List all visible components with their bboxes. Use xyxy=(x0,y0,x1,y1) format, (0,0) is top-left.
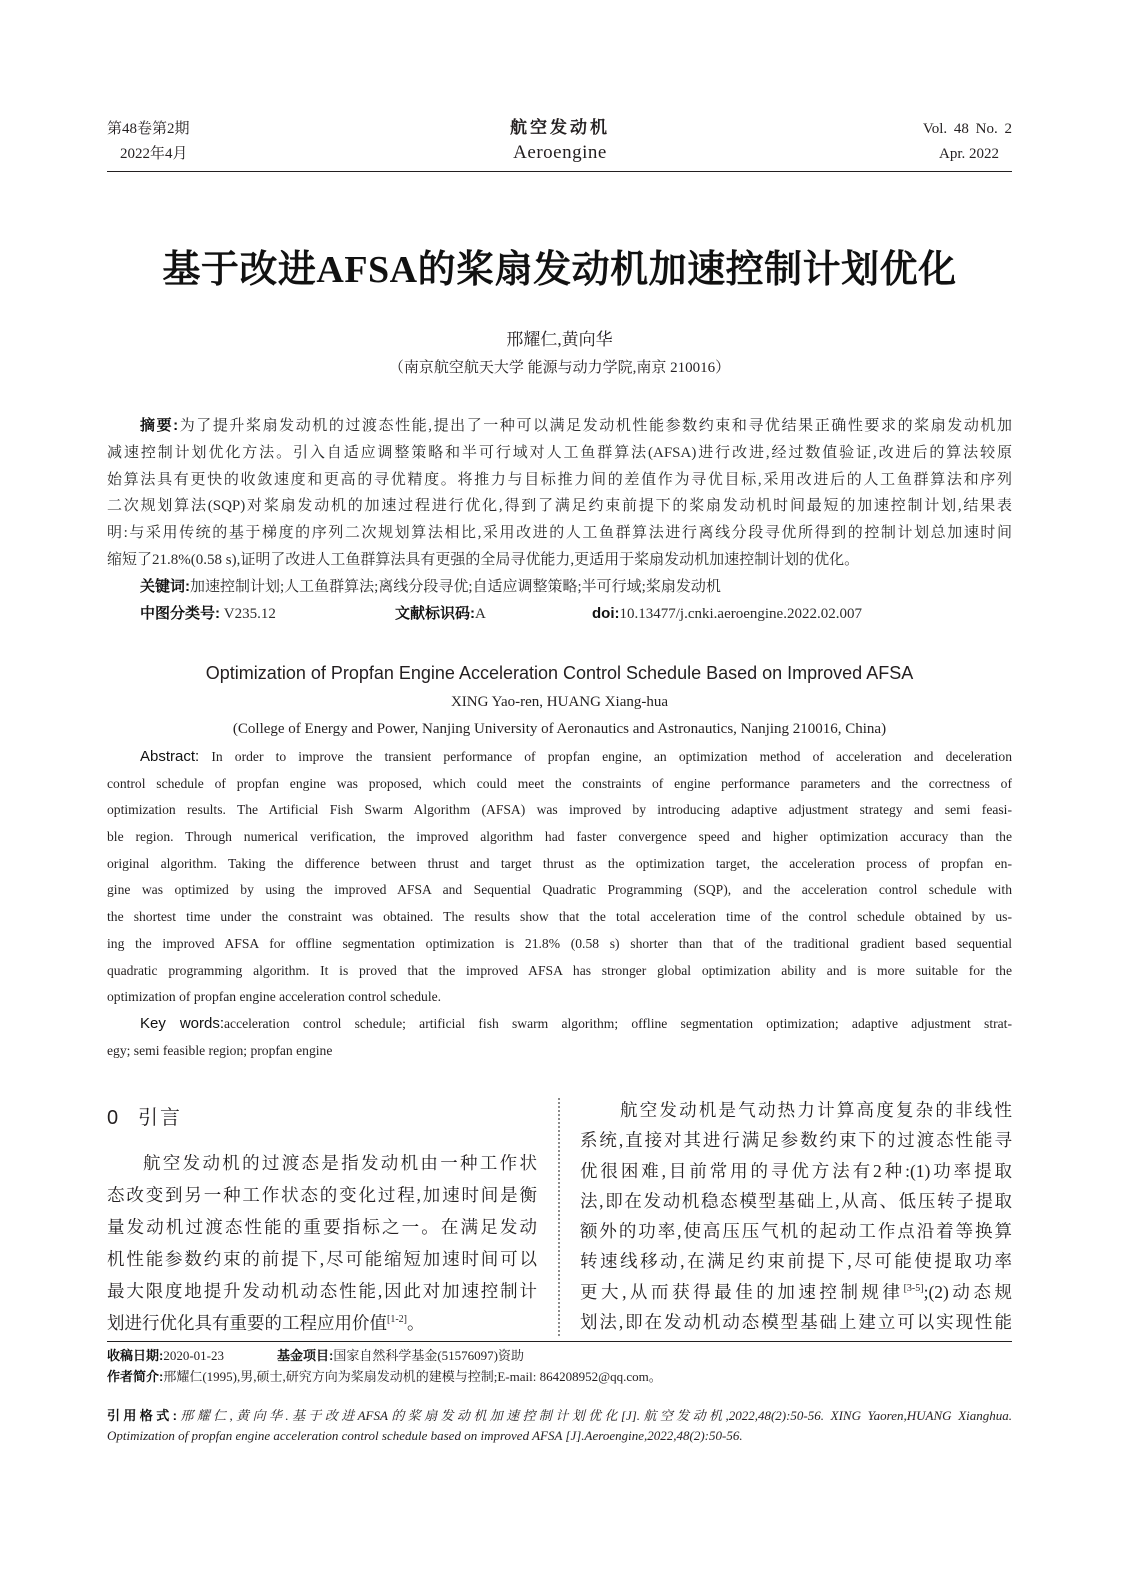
body-line: 航空发动机是气动热力计算高度复杂的非线性 xyxy=(620,1100,1012,1120)
clc-number xyxy=(140,601,276,628)
page-title-en: Optimization of Propfan Engine Acceleration Control Schedule Based on Improved AFSA xyxy=(205,663,914,683)
body-line: 法,即在发动机稳态模型基础上,从高、低压转子提取 xyxy=(580,1190,1012,1211)
fund-value: 国家自然科学基金(51576097)资助 xyxy=(333,1348,525,1363)
body-text: ;(2)动态规 xyxy=(923,1281,1012,1302)
body-line: 量发动机过渡态性能的重要指标之一。在满足发动 xyxy=(107,1217,537,1237)
author-bio-text: 邢耀仁(1995),男,硕士,研究方向为桨扇发动机的建模与控制;E-mail: 864208952@qq.com。 xyxy=(163,1369,662,1384)
body-line: 划法,即在发动机动态模型基础上建立可以实现性能 xyxy=(580,1312,1012,1333)
body-line: 转速线移动,在满足约束前提下,尽可能使提取功率 xyxy=(580,1251,1012,1272)
authors-cn: 邢耀仁,黄向华 xyxy=(506,330,613,349)
received-date xyxy=(107,1347,224,1365)
page-title-cn: 基于改进AFSA的桨扇发动机加速控制计划优化 xyxy=(162,249,957,291)
classification-row xyxy=(107,601,1012,628)
fund-info xyxy=(277,1347,524,1365)
received-label: 收稿日期: xyxy=(107,1348,164,1363)
abstract-cn-line: 缩短了21.8%(0.58 s),证明了改进人工鱼群算法具有更强的全局寻优能力,更适用于桨扇发动机加速控制计划的优化。 xyxy=(107,551,860,568)
volume-issue-en: Vol. 48 No. 2 xyxy=(922,121,1012,137)
abstract-en-line: ble region. Through numerical verification, the improved algorithm had faster convergence speed and higher optimization accuracy than the xyxy=(107,829,1012,845)
doi xyxy=(592,601,862,628)
abstract-en-line: optimization results. The Artificial Fish Swarm Algorithm (AFSA) was improved by introducing adaptive adjustment strategy and semi feasi- xyxy=(107,802,1012,818)
keywords-en-line: egy; semi feasible region; propfan engine xyxy=(107,1042,333,1058)
abstract-cn-line xyxy=(107,413,1012,440)
citation-reference: [1-2] xyxy=(387,1314,407,1325)
abstract-en-line: the shortest time under the constraint was obtained. The results show that the total acceleration time of the control schedule obtained by us- xyxy=(107,909,1012,925)
abstract-en-line xyxy=(107,744,1012,771)
abstract-en xyxy=(107,744,1012,1064)
citation-text: 邢耀仁,黄向华.基于改进AFSA的桨扇发动机加速控制计划优化[J].航空发动机,2022,48(2):50-56. XING Yaoren,HUANG Xianghua. xyxy=(176,1408,1012,1423)
issue-date-en: Apr. 2022 xyxy=(939,146,999,162)
doi-value: 10.13477/j.cnki.aeroengine.2022.02.007 xyxy=(619,605,862,622)
journal-name-cn: 航空发动机 xyxy=(510,118,610,137)
issue-date-cn: 2022年4月 xyxy=(120,146,188,162)
citation-format xyxy=(107,1406,1012,1446)
received-value: 2020-01-23 xyxy=(163,1348,225,1363)
document-code-label: 文献标识码: xyxy=(395,604,475,622)
keywords-cn-label: 关键词: xyxy=(140,577,190,595)
body-line: 优很困难,目前常用的寻优方法有2种:(1)功率提取 xyxy=(580,1160,1012,1181)
authors-en: XING Yao-ren, HUANG Xiang-hua xyxy=(450,694,669,710)
citation-line: Optimization of propfan engine acceleration control schedule based on improved AFSA [J].Aeroengine,2022,48(2):50-56. xyxy=(107,1428,743,1443)
citation-reference: [3-5] xyxy=(903,1282,924,1294)
body-text: 更大,从而获得最佳的加速控制规律 xyxy=(580,1281,904,1302)
author-bio-label: 作者简介: xyxy=(107,1369,164,1384)
body-text: 。 xyxy=(407,1313,425,1333)
body-line: 最大限度地提升发动机动态性能,因此对加速控制计 xyxy=(107,1281,537,1301)
abstract-en-line: control schedule of propfan engine was proposed, which could meet the constraints of engine performance parameters and the correctness of xyxy=(107,775,1012,791)
body-line xyxy=(107,1307,537,1339)
header-rule xyxy=(107,171,1012,172)
document-code-value: A xyxy=(475,605,486,622)
affiliation-cn: （南京航空航天大学 能源与动力学院,南京 210016） xyxy=(388,360,731,376)
keywords-cn xyxy=(107,574,1012,601)
citation-label: 引用格式: xyxy=(107,1408,177,1423)
document-code xyxy=(395,601,486,628)
keywords-cn-text: 加速控制计划;人工鱼群算法;离线分段寻优;自适应调整策略;半可行域;桨扇发动机 xyxy=(190,578,721,595)
fund-label: 基金项目: xyxy=(277,1348,334,1363)
section-number: 0 xyxy=(107,1107,119,1129)
volume-issue: 第48卷第2期 xyxy=(107,121,190,137)
body-column-right xyxy=(580,1095,1012,1337)
abstract-en-line: original algorithm. Taking the difference between thrust and target thrust as the optimization target, the acceleration process of propfan en- xyxy=(107,855,1012,871)
abstract-cn-line: 明:与采用传统的基于梯度的序列二次规划算法相比,采用改进的人工鱼群算法进行离线分段寻优所得到的控制计划总加速时间 xyxy=(107,525,1012,542)
footnote-rule xyxy=(107,1341,1012,1342)
column-divider xyxy=(558,1098,560,1336)
doi-label: doi: xyxy=(592,604,620,622)
body-line: 航空发动机的过渡态是指发动机由一种工作状 xyxy=(143,1153,537,1173)
abstract-en-line: quadratic programming algorithm. It is proved that the improved AFSA has stronger global optimization ability and is more suitable for the xyxy=(107,962,1012,978)
citation-line xyxy=(107,1406,1012,1426)
abstract-cn-line: 减速控制计划优化方法。引入自适应调整策略和半可行域对人工鱼群算法(AFSA)进行改进,经过数值验证,改进后的算法较原 xyxy=(107,444,1012,461)
abstract-en-line: gine was optimized by using the improved AFSA and Sequential Quadratic Programming (SQP), and the acceleration control schedule with xyxy=(107,882,1012,898)
body-line: 机性能参数约束的前提下,尽可能缩短加速时间可以 xyxy=(107,1249,537,1269)
clc-value: V235.12 xyxy=(220,605,276,622)
abstract-cn xyxy=(107,413,1012,627)
affiliation-en: (College of Energy and Power, Nanjing University of Aeronautics and Astronautics, Nanjing 210016, China) xyxy=(232,721,887,737)
abstract-en-line: ing the improved AFSA for offline segmentation optimization is 21.8% (0.58 s) shorter than that of the traditional gradient based sequential xyxy=(107,935,1012,951)
journal-name-en: Aeroengine xyxy=(513,142,607,163)
abstract-en-text: In order to improve the transient performance of propfan engine, an optimization method of acceleration and deceleration xyxy=(211,749,1012,764)
keywords-en-line xyxy=(107,1011,1012,1038)
body-line: 系统,直接对其进行满足参数约束下的过渡态性能寻 xyxy=(580,1130,1012,1151)
clc-label: 中图分类号: xyxy=(140,604,220,622)
body-column-left xyxy=(107,1147,537,1339)
body-line xyxy=(580,1277,1012,1307)
author-bio xyxy=(107,1368,662,1386)
abstract-cn-line: 二次规划算法(SQP)对桨扇发动机的加速过程进行优化,得到了满足约束前提下的桨扇发动机时间最短的加速控制计划,结果表 xyxy=(107,498,1012,515)
keywords-en-text: acceleration control schedule; artificial fish swarm algorithm; offline segmentation optimization; adaptive adjustment strat- xyxy=(224,1015,1012,1031)
abstract-cn-label: 摘要: xyxy=(140,417,179,434)
body-line: 额外的功率,使高压压气机的起动工作点沿着等换算 xyxy=(580,1221,1012,1242)
abstract-cn-text: 为了提升桨扇发动机的过渡态性能,提出了一种可以满足发动机性能参数约束和寻优结果正确性要求的桨扇发动机加 xyxy=(178,418,1012,434)
section-title: 引言 xyxy=(138,1107,182,1129)
abstract-en-line: optimization of propfan engine acceleration control schedule. xyxy=(107,989,442,1005)
abstract-cn-line: 始算法具有更快的收敛速度和更高的寻优精度。将推力与目标推力间的差值作为寻优目标,采用改进后的人工鱼群算法和序列 xyxy=(107,471,1012,488)
abstract-en-label: Abstract: xyxy=(140,748,200,765)
body-text: 划进行优化具有重要的工程应用价值 xyxy=(107,1313,387,1333)
body-line: 态改变到另一种工作状态的变化过程,加速时间是衡 xyxy=(107,1185,537,1205)
keywords-en-label: Key words: xyxy=(140,1014,225,1032)
